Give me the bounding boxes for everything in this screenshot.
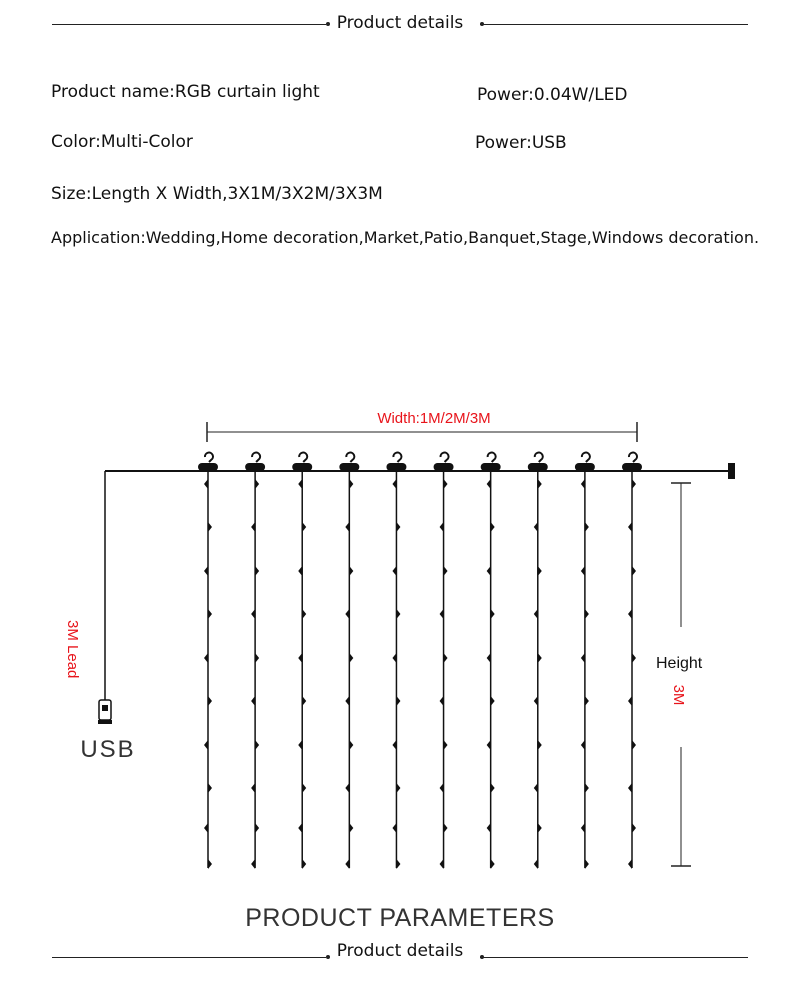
led-bulb xyxy=(487,653,491,663)
led-bulb xyxy=(534,859,538,869)
light-strand xyxy=(622,453,642,869)
led-bulb xyxy=(581,740,585,750)
light-strands xyxy=(198,453,642,869)
led-bulb xyxy=(538,740,542,750)
led-bulb xyxy=(345,696,349,706)
led-bulb xyxy=(392,479,396,489)
led-bulb xyxy=(349,740,353,750)
height-label: Height xyxy=(656,655,703,672)
spec-application: Application:Wedding,Home decoration,Market,Patio,Banquet,Stage,Windows decoration. xyxy=(51,228,760,247)
hook-icon xyxy=(292,453,312,471)
led-bulb xyxy=(628,696,632,706)
led-bulb xyxy=(349,653,353,663)
led-bulb xyxy=(204,566,208,576)
led-bulb xyxy=(444,566,448,576)
led-bulb xyxy=(251,522,255,532)
light-strand xyxy=(481,453,501,869)
led-bulb xyxy=(440,522,444,532)
led-bulb xyxy=(349,566,353,576)
led-bulb xyxy=(444,653,448,663)
led-bulb xyxy=(440,696,444,706)
light-strand xyxy=(528,453,548,869)
led-bulb xyxy=(208,522,212,532)
led-bulb xyxy=(581,653,585,663)
led-bulb xyxy=(632,740,636,750)
led-bulb xyxy=(538,653,542,663)
hook-icon xyxy=(575,453,595,471)
led-bulb xyxy=(302,522,306,532)
led-bulb xyxy=(396,696,400,706)
light-strand xyxy=(434,453,454,869)
led-bulb xyxy=(440,859,444,869)
led-bulb xyxy=(298,823,302,833)
spec-color: Color:Multi-Color xyxy=(51,132,193,152)
hook-icon xyxy=(434,453,454,471)
usb-plug-icon xyxy=(98,700,112,724)
led-bulb xyxy=(208,696,212,706)
led-bulb xyxy=(345,859,349,869)
led-bulb xyxy=(491,783,495,793)
hook-icon xyxy=(622,453,642,471)
led-bulb xyxy=(628,859,632,869)
led-bulb xyxy=(204,653,208,663)
width-label: Width:1M/2M/3M xyxy=(377,410,491,427)
header-rule-right xyxy=(480,24,748,25)
led-bulb xyxy=(487,740,491,750)
led-bulb xyxy=(251,859,255,869)
curtain-diagram xyxy=(0,400,800,890)
width-dimension xyxy=(207,407,637,442)
led-bulb xyxy=(251,783,255,793)
led-bulb xyxy=(444,740,448,750)
led-bulb xyxy=(396,522,400,532)
led-bulb xyxy=(585,859,589,869)
led-bulb xyxy=(444,479,448,489)
led-bulb xyxy=(255,823,259,833)
led-bulb xyxy=(349,823,353,833)
usb-label: USB xyxy=(80,736,136,763)
led-bulb xyxy=(251,696,255,706)
led-bulb xyxy=(349,479,353,489)
led-bulb xyxy=(444,823,448,833)
led-bulb xyxy=(396,609,400,619)
led-bulb xyxy=(251,609,255,619)
led-bulb xyxy=(534,522,538,532)
height-value: 3M xyxy=(670,684,687,706)
light-strand xyxy=(292,453,312,869)
led-bulb xyxy=(534,783,538,793)
led-bulb xyxy=(487,479,491,489)
led-bulb xyxy=(392,823,396,833)
led-bulb xyxy=(538,823,542,833)
led-bulb xyxy=(585,783,589,793)
led-bulb xyxy=(628,609,632,619)
led-bulb xyxy=(487,566,491,576)
footer-title: Product details xyxy=(336,941,464,961)
led-bulb xyxy=(204,479,208,489)
led-bulb xyxy=(534,696,538,706)
led-bulb xyxy=(491,696,495,706)
led-bulb xyxy=(345,783,349,793)
lead-label: 3M Lead xyxy=(64,620,81,679)
hook-icon xyxy=(386,453,406,471)
led-bulb xyxy=(538,566,542,576)
hook-icon xyxy=(198,453,218,471)
led-bulb xyxy=(392,740,396,750)
led-bulb xyxy=(585,609,589,619)
led-bulb xyxy=(632,479,636,489)
led-bulb xyxy=(534,609,538,619)
top-section-header xyxy=(52,10,748,40)
led-bulb xyxy=(298,740,302,750)
spec-product-name: Product name:RGB curtain light xyxy=(51,82,320,102)
led-bulb xyxy=(298,479,302,489)
led-bulb xyxy=(298,566,302,576)
led-bulb xyxy=(255,566,259,576)
led-bulb xyxy=(491,522,495,532)
led-bulb xyxy=(628,522,632,532)
spec-power-led: Power:0.04W/LED xyxy=(477,85,628,105)
led-bulb xyxy=(581,479,585,489)
led-bulb xyxy=(298,653,302,663)
led-bulb xyxy=(345,522,349,532)
hook-icon xyxy=(481,453,501,471)
wire-end-cap xyxy=(728,463,735,479)
led-bulb xyxy=(487,823,491,833)
hook-icon xyxy=(339,453,359,471)
led-bulb xyxy=(255,653,259,663)
led-bulb xyxy=(302,609,306,619)
led-bulb xyxy=(491,859,495,869)
led-bulb xyxy=(208,609,212,619)
led-bulb xyxy=(581,823,585,833)
light-strand xyxy=(245,453,265,869)
led-bulb xyxy=(208,783,212,793)
led-bulb xyxy=(204,740,208,750)
header-title: Product details xyxy=(336,13,464,33)
led-bulb xyxy=(255,740,259,750)
led-bulb xyxy=(204,823,208,833)
led-bulb xyxy=(302,783,306,793)
led-bulb xyxy=(396,859,400,869)
led-bulb xyxy=(585,696,589,706)
led-bulb xyxy=(585,522,589,532)
light-strand xyxy=(339,453,359,869)
bottom-section-header xyxy=(52,937,748,967)
product-parameters-title: PRODUCT PARAMETERS xyxy=(245,904,555,932)
led-bulb xyxy=(396,783,400,793)
hook-icon xyxy=(245,453,265,471)
led-bulb xyxy=(632,566,636,576)
led-bulb xyxy=(392,566,396,576)
led-bulb xyxy=(581,566,585,576)
light-strand xyxy=(386,453,406,869)
led-bulb xyxy=(440,609,444,619)
hook-icon xyxy=(528,453,548,471)
spec-size: Size:Length X Width,3X1M/3X2M/3X3M xyxy=(51,184,383,204)
led-bulb xyxy=(632,823,636,833)
led-bulb xyxy=(632,653,636,663)
led-bulb xyxy=(255,479,259,489)
led-bulb xyxy=(302,859,306,869)
height-dimension xyxy=(670,483,691,866)
led-bulb xyxy=(538,479,542,489)
led-bulb xyxy=(302,696,306,706)
light-strand xyxy=(198,453,218,869)
led-bulb xyxy=(628,783,632,793)
led-bulb xyxy=(345,609,349,619)
spec-power-source: Power:USB xyxy=(475,133,567,153)
light-strand xyxy=(575,453,595,869)
led-bulb xyxy=(440,783,444,793)
led-bulb xyxy=(392,653,396,663)
led-bulb xyxy=(491,609,495,619)
footer-rule-right xyxy=(480,957,748,958)
led-bulb xyxy=(208,859,212,869)
